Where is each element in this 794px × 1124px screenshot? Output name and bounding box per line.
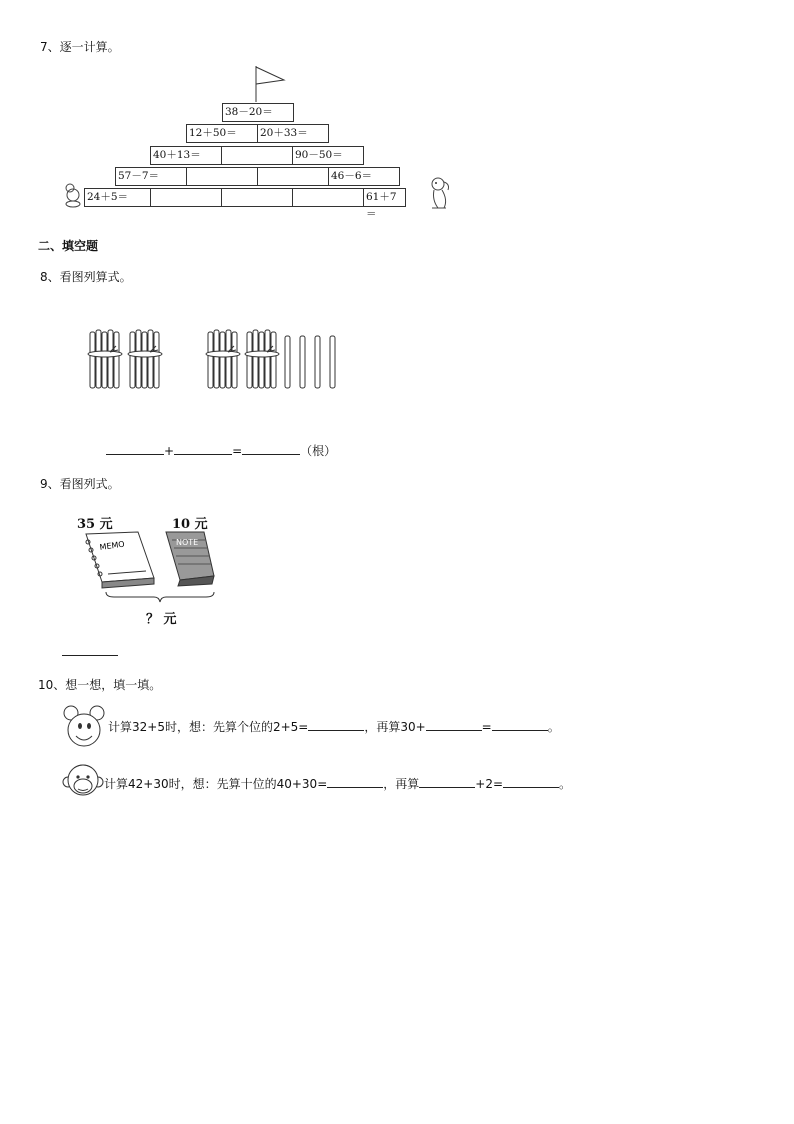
brick-empty [221,146,293,165]
line2-text-a: 计算42+30时，想：先算十位的40+30= [104,777,328,791]
q10-label: 10、想一想，填一填。 [38,678,162,692]
brick-empty [186,167,258,186]
q9-label: 9、看图列式。 [40,477,120,491]
note-text: NOTE [176,538,199,547]
q10-line2 [104,775,571,792]
q10-line1 [108,718,560,735]
brick-90-50: 90－50＝ [292,146,364,165]
price-label-memo: 35 元 [77,517,113,532]
blank-field[interactable] [62,644,118,656]
sticks-figure [88,328,348,396]
question-price: ？ 元 [146,612,177,627]
brick-46-6: 46－6＝ [328,167,400,186]
memo-text: MEMO [99,539,126,552]
mickey-icon [62,704,106,750]
blank-field[interactable] [492,719,548,731]
blank-field[interactable] [426,719,482,731]
price-label-note: 10 元 [172,517,208,532]
equals-sign: = [232,444,243,458]
brick-12-50: 12＋50＝ [186,124,258,143]
brick-20-33: 20＋33＝ [257,124,329,143]
line1-text-d: 。 [547,720,560,734]
unit-label: （根） [300,444,337,458]
blank-field[interactable] [242,443,300,455]
blank-field[interactable] [503,776,559,788]
blank-field[interactable] [106,443,164,455]
mouse-icon [62,182,84,208]
brick-empty [150,188,222,207]
brick-empty [221,188,293,207]
monkey-icon [62,760,104,804]
brick-61-7: 61＋7＝ [363,188,406,207]
q9-answer [62,644,118,659]
brick-empty [292,188,364,207]
plus-sign: + [164,444,175,458]
brick-24-5: 24＋5＝ [84,188,151,207]
q8-label: 8、看图列算式。 [40,270,132,284]
line1-text-c: = [481,720,492,734]
section-title: 二、填空题 [38,239,99,253]
brick-empty [257,167,329,186]
blank-field[interactable] [327,776,383,788]
brace-icon [104,590,216,604]
line2-text-c: +2= [475,777,504,791]
blank-field[interactable] [308,719,364,731]
notebooks-figure [80,530,215,590]
q8-equation [106,442,336,459]
line2-text-d: 。 [559,777,572,791]
blank-field[interactable] [419,776,475,788]
line2-text-b: ，再算 [383,777,420,791]
brick-57-7: 57－7＝ [115,167,187,186]
line1-text-b: ，再算30+ [364,720,426,734]
line1-text-a: 计算32+5时，想：先算个位的2+5= [108,720,309,734]
brick-38-20: 38－20＝ [222,103,294,122]
brick-40-13: 40＋13＝ [150,146,222,165]
blank-field[interactable] [174,443,232,455]
dog-icon [428,176,458,212]
flag-icon [250,64,290,104]
q7-label: 7、逐一计算。 [40,40,120,54]
